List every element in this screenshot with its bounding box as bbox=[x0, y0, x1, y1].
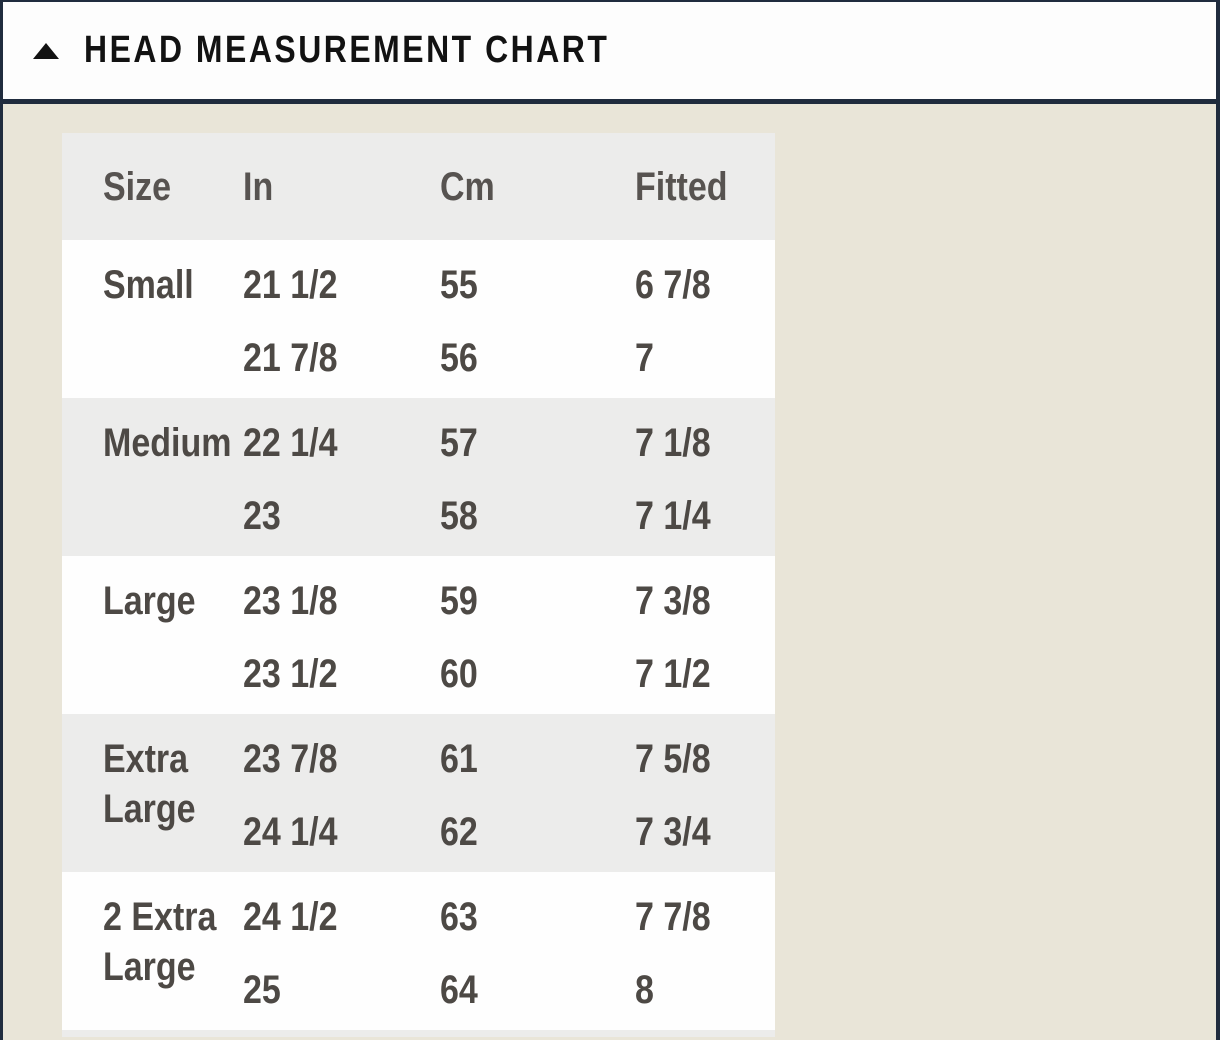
fitted-value bbox=[635, 722, 774, 795]
cm-value-text: 61 bbox=[440, 736, 478, 781]
size-cell bbox=[103, 722, 243, 868]
size-label: Extra Large bbox=[103, 737, 196, 831]
cm-value bbox=[440, 406, 635, 479]
in-value bbox=[243, 479, 440, 552]
size-cell bbox=[103, 248, 243, 394]
fitted-value bbox=[635, 953, 774, 1026]
in-value-text: 24 1/4 bbox=[243, 809, 338, 854]
fitted-value bbox=[635, 406, 774, 479]
size-cell bbox=[103, 406, 243, 552]
in-value bbox=[243, 722, 440, 795]
fitted-value-text: 8 bbox=[635, 967, 654, 1012]
cm-value-text: 64 bbox=[440, 967, 478, 1012]
cm-value-text: 62 bbox=[440, 809, 478, 854]
fitted-value-text: 7 bbox=[635, 335, 654, 380]
table-row-group-2-extra-large bbox=[62, 872, 775, 1030]
cm-value bbox=[440, 795, 635, 868]
cm-value bbox=[440, 564, 635, 637]
fitted-value bbox=[635, 479, 774, 552]
column-header-in-label: In bbox=[243, 164, 274, 209]
clipped-next-row bbox=[62, 1030, 775, 1037]
cm-value bbox=[440, 479, 635, 552]
in-value bbox=[243, 321, 440, 394]
fitted-value-text: 7 1/4 bbox=[635, 493, 711, 538]
fitted-value bbox=[635, 637, 774, 710]
in-value-text: 23 7/8 bbox=[243, 736, 338, 781]
column-header-fitted bbox=[635, 164, 774, 210]
size-label: Large bbox=[103, 579, 196, 623]
fitted-value bbox=[635, 248, 774, 321]
fitted-value bbox=[635, 564, 774, 637]
in-value-text: 21 1/2 bbox=[243, 262, 338, 307]
column-header-size-label: Size bbox=[103, 164, 172, 209]
table-header-row bbox=[62, 133, 775, 240]
fitted-value-text: 7 1/8 bbox=[635, 420, 711, 465]
in-value bbox=[243, 564, 440, 637]
size-cell bbox=[103, 564, 243, 710]
cm-value-text: 60 bbox=[440, 651, 478, 696]
in-value-text: 25 bbox=[243, 967, 281, 1012]
fitted-value bbox=[635, 880, 774, 953]
cm-value-text: 57 bbox=[440, 420, 478, 465]
fitted-value-text: 7 7/8 bbox=[635, 894, 711, 939]
fitted-value-text: 7 3/4 bbox=[635, 809, 711, 854]
fitted-value-text: 7 5/8 bbox=[635, 736, 711, 781]
in-value bbox=[243, 637, 440, 710]
in-value-text: 21 7/8 bbox=[243, 335, 338, 380]
size-label: 2 Extra Large bbox=[103, 895, 217, 989]
size-label: Small bbox=[103, 263, 194, 307]
cm-value bbox=[440, 722, 635, 795]
in-value bbox=[243, 880, 440, 953]
column-header-cm-label: Cm bbox=[440, 164, 495, 209]
fitted-value-text: 6 7/8 bbox=[635, 262, 711, 307]
content-area bbox=[3, 104, 1216, 1037]
column-header-fitted-label: Fitted bbox=[635, 164, 728, 209]
table-row-group-large bbox=[62, 556, 775, 714]
cm-value-text: 58 bbox=[440, 493, 478, 538]
in-value-text: 24 1/2 bbox=[243, 894, 338, 939]
collapse-triangle-icon[interactable] bbox=[33, 43, 59, 59]
in-value bbox=[243, 248, 440, 321]
cm-value bbox=[440, 321, 635, 394]
fitted-value-text: 7 1/2 bbox=[635, 651, 711, 696]
column-header-cm bbox=[440, 164, 635, 210]
cm-value-text: 55 bbox=[440, 262, 478, 307]
cm-value-text: 59 bbox=[440, 578, 478, 623]
cm-value bbox=[440, 880, 635, 953]
cm-value-text: 63 bbox=[440, 894, 478, 939]
in-value bbox=[243, 406, 440, 479]
size-cell bbox=[103, 880, 243, 1026]
fitted-value bbox=[635, 795, 774, 868]
size-label: Medium bbox=[103, 421, 232, 465]
cm-value-text: 56 bbox=[440, 335, 478, 380]
cm-value bbox=[440, 637, 635, 710]
cm-value bbox=[440, 248, 635, 321]
column-header-size bbox=[103, 164, 243, 210]
table-row-group-small bbox=[62, 240, 775, 398]
accordion-header[interactable] bbox=[3, 2, 1216, 104]
in-value-text: 23 1/8 bbox=[243, 578, 338, 623]
section-title: HEAD MEASUREMENT CHART bbox=[84, 29, 610, 71]
in-value bbox=[243, 953, 440, 1026]
fitted-value bbox=[635, 321, 774, 394]
in-value-text: 23 bbox=[243, 493, 281, 538]
fitted-value-text: 7 3/8 bbox=[635, 578, 711, 623]
table-row-group-medium bbox=[62, 398, 775, 556]
column-header-in bbox=[243, 164, 440, 210]
in-value bbox=[243, 795, 440, 868]
size-chart-table bbox=[62, 133, 775, 1037]
in-value-text: 23 1/2 bbox=[243, 651, 338, 696]
cm-value bbox=[440, 953, 635, 1026]
table-row-group-extra-large bbox=[62, 714, 775, 872]
in-value-text: 22 1/4 bbox=[243, 420, 338, 465]
